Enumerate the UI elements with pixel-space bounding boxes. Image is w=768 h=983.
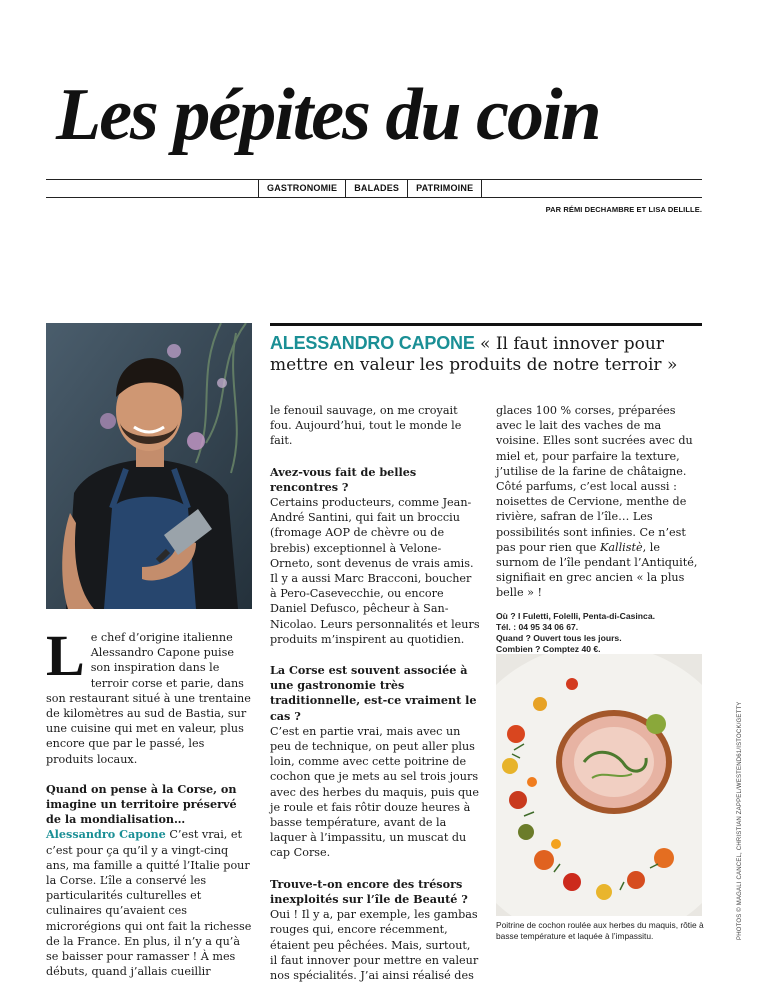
chef-portrait-photo bbox=[46, 323, 252, 609]
photo-caption: Poitrine de cochon roulée aux herbes du maquis, rôtie à basse température et laquée à l’impassitu. bbox=[496, 920, 704, 941]
info-phone: Tél. : 04 95 34 06 67. bbox=[496, 621, 579, 632]
answer-4-part-2 bbox=[496, 403, 704, 601]
rubric-rule-bottom bbox=[46, 197, 702, 198]
answer-4-end: , le surnom de l’île pendant l’Antiquité, signifiait en grec ancien « la plus belle » ! bbox=[496, 540, 698, 600]
page-headline: Les pépites du coin bbox=[56, 74, 600, 156]
answer-4-part-1: Oui ! Il y a, par exemple, les gambas rouges qui, encore récemment, étaient peu pêchées. Mais, surtout, il faut innover pour mettre en valeur nos spécialités. J’ai ainsi réalisé des bbox=[270, 908, 479, 982]
column-2 bbox=[270, 403, 480, 983]
speaker-name: Alessandro Capone bbox=[46, 827, 166, 842]
info-price: Combien ? Comptez 40 €. bbox=[496, 643, 601, 654]
column-1 bbox=[46, 623, 254, 979]
interview-title bbox=[270, 333, 700, 376]
answer-4-italic: Kallistè bbox=[600, 540, 643, 554]
question-3: La Corse est souvent associée à une gastronomie très traditionnelle, est-ce vraiment le cas ? bbox=[270, 663, 477, 723]
intro-text: e chef d’origine italienne Alessandro Capone puise son inspiration dans le terroir corse et parie, dans son restaurant situé à une trentaine de kilomètres au sud de Bastia, sur une cuisine qui met en valeur, plus encore que par le passé, les produits locaux. bbox=[46, 631, 251, 766]
photo-credit: PHOTOS © MAGALI CANCEL, CHRISTIAN ZAPPEL/WESTEND61/ISTOCK/GETTY bbox=[737, 701, 743, 940]
drop-cap: L bbox=[46, 623, 85, 688]
question-1: Quand on pense à la Corse, on imagine un territoire préservé de la mondialisation… bbox=[46, 781, 237, 827]
question-2: Avez-vous fait de belles rencontres ? bbox=[270, 464, 417, 494]
rubric-patrimoine: PATRIMOINE bbox=[408, 180, 482, 197]
intro-paragraph bbox=[46, 623, 254, 767]
question-4: Trouve-t-on encore des trésors inexploités sur l’île de Beauté ? bbox=[270, 876, 468, 906]
title-rule bbox=[270, 323, 702, 326]
column-3 bbox=[496, 403, 704, 666]
answer-1-part-1 bbox=[46, 827, 254, 979]
answer-1-part-2: le fenouil sauvage, on me croyait fou. Aujourd’hui, tout le monde le fait. bbox=[270, 404, 462, 448]
interview-pull-quote: « Il faut innover pour mettre en valeur les produits de notre terroir » bbox=[270, 334, 678, 375]
info-when: Quand ? Ouvert tous les jours. bbox=[496, 632, 622, 643]
answer-2: Certains producteurs, comme Jean-André Santini, qui fait un brocciu (fromage AOP de chèvre ou de brebis) exceptionnel à Velone-Orneto, sont devenus de vrais amis. Il y a aussi Marc Bracconi, boucher à Pero-Casevecchie, ou encore Daniel Defusco, pêcheur à San-Nicolao. Leurs personnalités et leurs produits m’inspirent au quotidien. bbox=[270, 496, 480, 646]
answer-1-text: C’est vrai, et c’est pour ça qu’il y a vingt-cinq ans, ma famille a quitté l’Italie pour la Corse. L’île a conservé les particularités culturelles et culinaires qu’avaient ces microrégions qui ont fait la richesse de la France. En plus, il n’y a qu’à se baisser pour ramasser ! À mes débuts, quand j’allais cueillir bbox=[46, 828, 252, 979]
dish-photo bbox=[496, 654, 702, 916]
byline: PAR RÉMI DECHAMBRE ET LISA DELILLE. bbox=[545, 205, 702, 214]
interview-subject-name: ALESSANDRO CAPONE bbox=[270, 333, 475, 353]
answer-3: C’est en partie vrai, mais avec un peu de technique, on peut aller plus loin, comme avec cette poitrine de cochon que je mets au sel trois jours avec des herbes du maquis, puis que je roule et fais rôtir douze heures à basse température, avant de la laquer à l’impassitu, un muscat du cap Corse. bbox=[270, 724, 479, 860]
rubric-gastronomie: GASTRONOMIE bbox=[258, 180, 346, 197]
rubric-balades: BALADES bbox=[346, 180, 408, 197]
rubric-bar bbox=[258, 180, 482, 197]
answer-4-text: glaces 100 % corses, préparées avec le lait des vaches de ma voisine. Elles sont sucrées avec du miel et, pour parfaire la texture, j’utilise de la farine de châtaigne. Côté parfums, c’est local aussi : noisettes de Cervione, menthe de rivière, safran de l’île… Les possibilités sont infinies. Ce n’est pas pour rien que bbox=[496, 404, 693, 554]
info-where: Où ? I Fuletti, Folelli, Penta-di-Casinca. bbox=[496, 610, 656, 621]
